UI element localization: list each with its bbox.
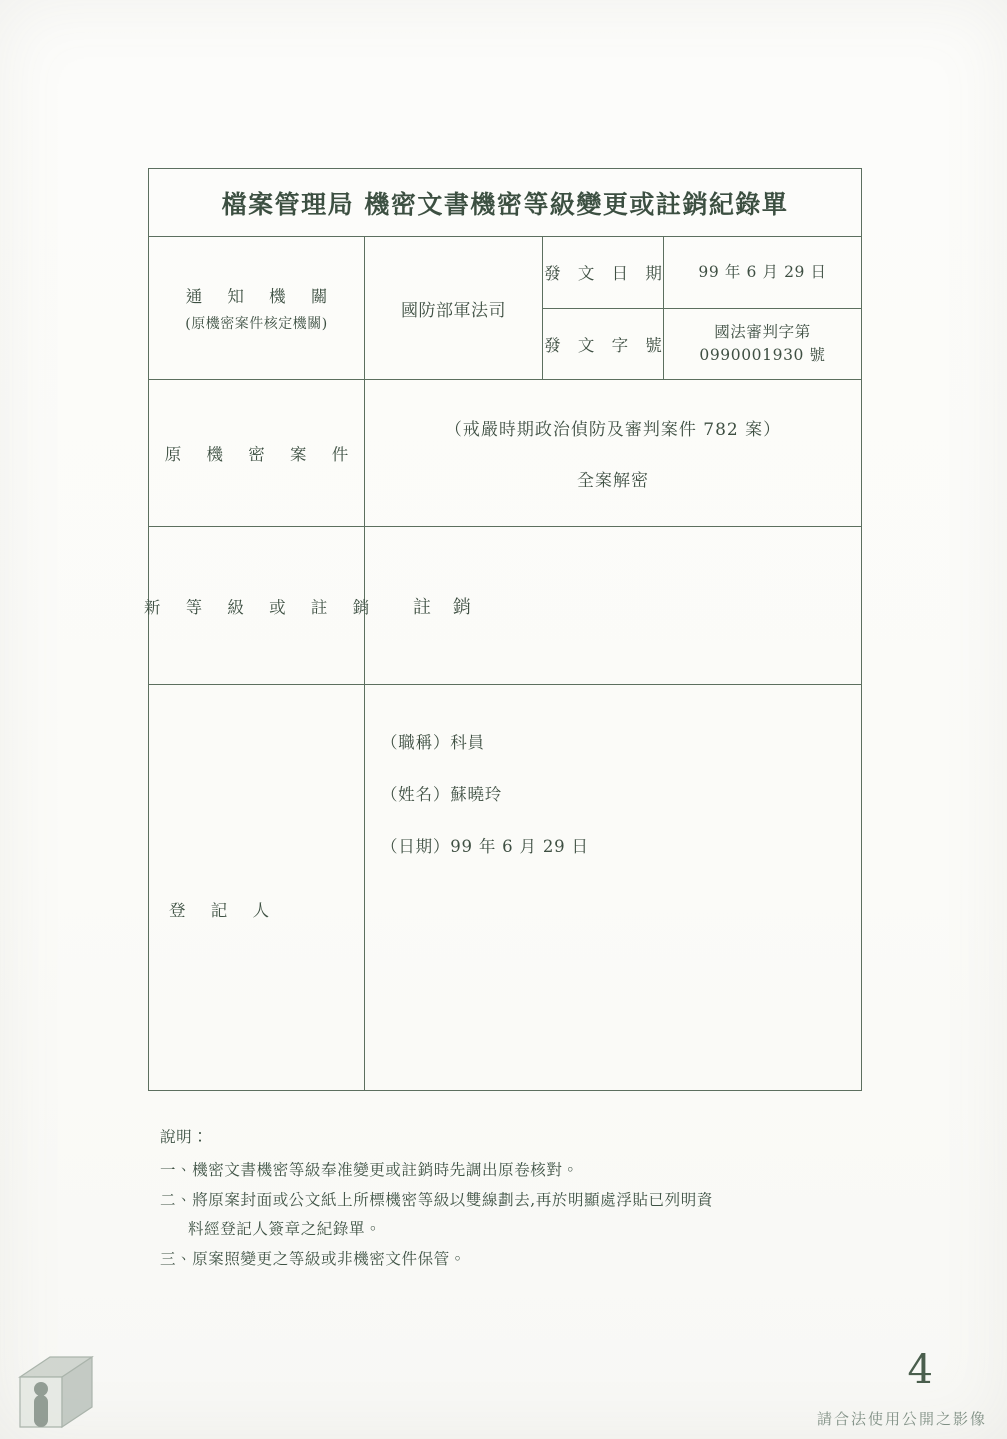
issue-number-row xyxy=(543,309,861,380)
registrar-name: （姓名）蘇曉玲 xyxy=(381,785,503,804)
issue-number-line-2: 0990001930 號 xyxy=(699,345,826,364)
watermark-text: 請合法使用公開之影像 xyxy=(816,1410,987,1428)
original-case-label-cell xyxy=(149,380,365,526)
original-case-row xyxy=(149,380,861,527)
registrar-label: 登 記 人 xyxy=(169,900,279,920)
registrar-date: （日期）99 年 6 月 29 日 xyxy=(381,837,589,856)
note-item-3: 三、原案照變更之等級或非機密文件保管。 xyxy=(160,1249,466,1268)
notify-organization-value: 國防部軍法司 xyxy=(365,237,543,379)
note-item-2: 二、將原案封面或公文紙上所標機密等級以雙線劃去,再於明顯處浮貼已列明資 xyxy=(160,1190,713,1209)
registrar-value-cell xyxy=(365,685,861,1090)
issue-number-value xyxy=(664,309,861,380)
new-level-row xyxy=(143,527,861,685)
issue-date-label: 發 文 日 期 xyxy=(543,237,664,308)
page-number: 4 xyxy=(907,1347,933,1393)
original-case-value-cell xyxy=(365,380,861,526)
notify-label-cell xyxy=(149,237,365,379)
form-title-row xyxy=(149,169,861,237)
notes-section xyxy=(160,1123,880,1274)
archives-logo-icon xyxy=(14,1351,98,1431)
issue-date-row xyxy=(543,237,861,309)
notes-heading: 說明： xyxy=(160,1128,209,1146)
record-form-table xyxy=(143,168,862,1091)
new-level-label-cell xyxy=(143,527,380,684)
registrar-job-title: （職稱）科員 xyxy=(381,733,485,752)
original-case-line-2: 全案解密 xyxy=(577,471,649,491)
new-level-value: 註 銷 xyxy=(413,596,479,618)
issue-date-value: 99 年 6 月 29 日 xyxy=(698,262,827,281)
note-item-1: 一、機密文書機密等級奉准變更或註銷時先調出原卷核對。 xyxy=(160,1161,579,1180)
notify-label-main: 通 知 機 關 xyxy=(185,287,338,306)
registrar-row xyxy=(149,685,861,1090)
issue-meta-column xyxy=(543,237,861,379)
notify-label-sub: (原機密案件核定機關) xyxy=(185,316,328,332)
issue-number-line-1: 國法審判字第 xyxy=(714,322,811,341)
notify-row xyxy=(149,237,861,380)
issue-number-label: 發 文 字 號 xyxy=(543,309,664,380)
page-title: 檔案管理局 機密文書機密等級變更或註銷紀錄單 xyxy=(221,189,789,219)
original-case-label: 原 機 密 案 件 xyxy=(164,445,359,464)
original-case-line-1: （戒嚴時期政治偵防及審判案件 782 案） xyxy=(444,420,782,440)
note-item-2-continued: 料經登記人簽章之紀錄單。 xyxy=(188,1220,382,1239)
registrar-label-cell xyxy=(149,685,365,1090)
new-level-label: 新 等 級 或 註 銷 xyxy=(143,597,380,617)
